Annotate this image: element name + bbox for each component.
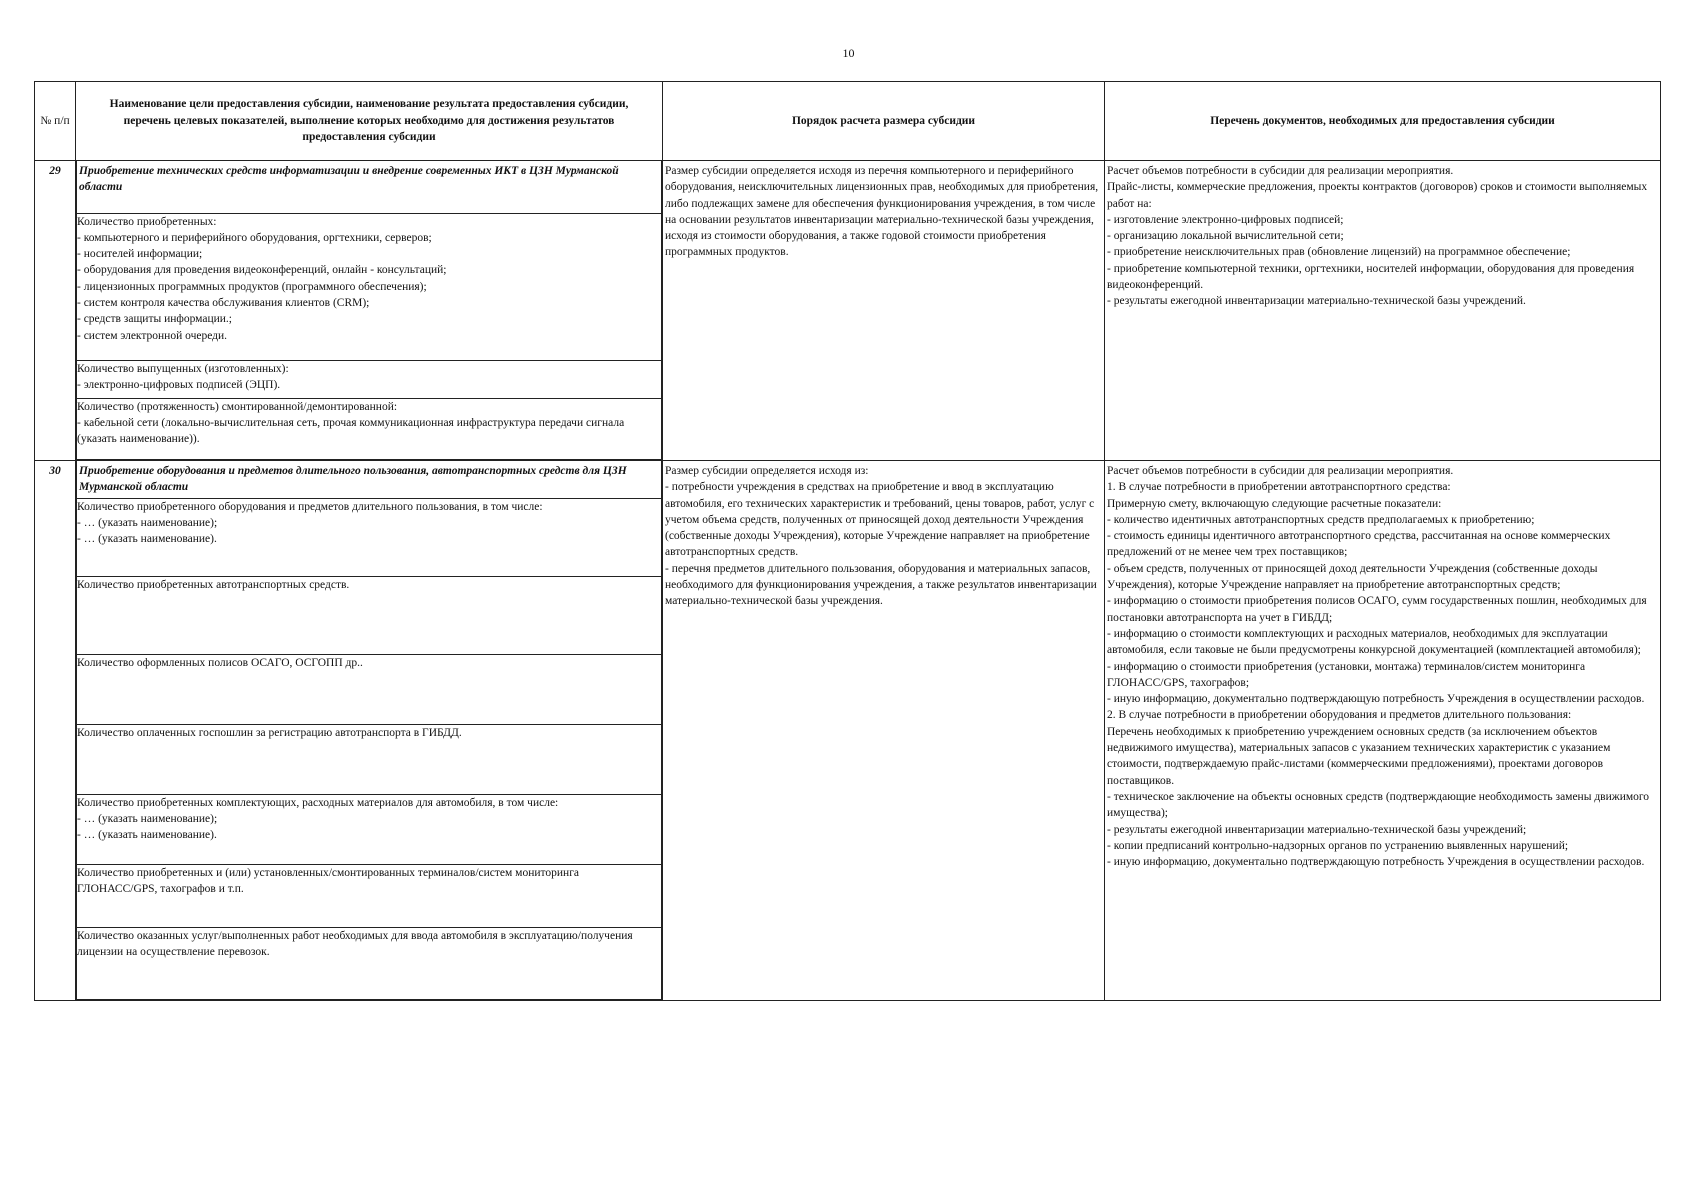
header-name: Наименование цели предоставления субсидии, наименование результата предоставления субсидии, перечень целевых показателей, выполнение которых необходимо для достижения результатов предоставления субсидии xyxy=(76,82,663,161)
indicator-line: - … (указать наименование); xyxy=(77,812,218,825)
indicator-line: - систем контроля качества обслуживания клиентов (CRM); xyxy=(77,296,370,309)
table-row xyxy=(35,161,1661,461)
indicator-line: Количество оказанных услуг/выполненных работ необходимых для ввода автомобиля в эксплуатацию/получения лицензии на осуществление перевозок. xyxy=(77,929,633,958)
docs-line: - организацию локальной вычислительной сети; xyxy=(1107,230,1344,243)
docs-line: - иную информацию, документально подтверждающую потребность Учреждения в осуществлении расходов. xyxy=(1107,856,1645,869)
indicator-line: - лицензионных программных продуктов (программного обеспечения); xyxy=(77,280,427,293)
indicator-line: Количество выпущенных (изготовленных): xyxy=(77,362,289,375)
indicator-line: - компьютерного и периферийного оборудования, оргтехники, серверов; xyxy=(77,231,432,244)
subsidy-table xyxy=(34,81,1661,1001)
docs-line: Примерную смету, включающую следующие расчетные показатели: xyxy=(1107,497,1442,510)
docs-line: - копии предписаний контрольно-надзорных органов по устранению выявленных нарушений; xyxy=(1107,839,1569,852)
indicator-line: Количество приобретенных и (или) установленных/смонтированных терминалов/систем мониторинга ГЛОНАСС/GPS, тахографов и т.п. xyxy=(77,866,580,895)
docs-line: Расчет объемов потребности в субсидии для реализации мероприятия. xyxy=(1107,165,1454,177)
indicator-line: - электронно-цифровых подписей (ЭЦП). xyxy=(77,378,281,391)
indicator-line: Количество приобретенных: xyxy=(77,215,217,228)
calc-text: - потребности учреждения в средствах на приобретение и ввод в эксплуатацию автомобиля, его технических характеристик и требований, цены товаров, работ, услуг с учетом объема средств, полученных от приносящей доход деятельности Учреждения (собственные доходы Учреждения), которые Учреждение направляет на приобретение автотранспортных средств. xyxy=(665,481,1095,559)
row-number: 29 xyxy=(35,161,76,461)
docs-line: Перечень необходимых к приобретению учреждением основных средств (за исключением объектов недвижимого имущества), материальных запасов с указанием технических характеристик с указанием стоимости, подтверждаемую прайс-листами (коммерческими предложениями), проектами договоров поставщиков. xyxy=(1107,725,1611,787)
indicator-line: - систем электронной очереди. xyxy=(77,329,228,342)
calc-cell xyxy=(663,161,1105,461)
table-row xyxy=(35,461,1661,1001)
calc-text: Размер субсидии определяется исходя из: xyxy=(665,465,869,477)
indicator-line: - носителей информации; xyxy=(77,248,203,261)
row-title: Приобретение технических средств информатизации и внедрение современных ИКТ в ЦЗН Мурманской области xyxy=(79,165,619,194)
docs-line: - результаты ежегодной инвентаризации материально-технической базы учреждений; xyxy=(1107,823,1527,836)
header-calc: Порядок расчета размера субсидии xyxy=(663,82,1105,161)
docs-line: - приобретение компьютерной техники, оргтехники, носителей информации, оборудования для проведения видеоконференций. xyxy=(1107,262,1635,292)
row-name-cell xyxy=(76,161,663,461)
header-docs: Перечень документов, необходимых для предоставления субсидии xyxy=(1105,82,1661,161)
page-number: 10 xyxy=(842,46,855,60)
docs-line: - изготовление электронно-цифровых подписей; xyxy=(1107,213,1344,226)
indicator-line: - кабельной сети (локально-вычислительная сеть, прочая коммуникационная инфраструктура передачи сигнала (указать наименование)). xyxy=(77,416,625,446)
row-name-cell xyxy=(76,461,663,1001)
docs-line: - приобретение неисключительных прав (обновление лицензий) на программное обеспечение; xyxy=(1107,246,1571,259)
header-row xyxy=(35,82,1661,161)
docs-line: - иную информацию, документально подтверждающую потребность Учреждения в осуществлении расходов. xyxy=(1107,693,1645,706)
docs-cell xyxy=(1105,461,1661,1001)
docs-line: - объем средств, полученных от приносящей доход деятельности Учреждения (собственные доходы Учреждения), которые Учреждение направляет на приобретение автотранспортных средств; xyxy=(1107,562,1598,592)
header-num: № п/п xyxy=(35,82,76,161)
docs-line: - результаты ежегодной инвентаризации материально-технической базы учреждений. xyxy=(1107,295,1526,308)
indicator-line: - … (указать наименование). xyxy=(77,829,217,842)
docs-line: - количество идентичных автотранспортных средств предполагаемых к приобретению; xyxy=(1107,513,1535,526)
docs-cell xyxy=(1105,161,1661,461)
indicator-line: - оборудования для проведения видеоконференций, онлайн - консультаций; xyxy=(77,264,447,277)
row-title: Приобретение оборудования и предметов длительного пользования, автотранспортных средств для ЦЗН Мурманской области xyxy=(79,465,627,494)
docs-line: - информацию о стоимости комплектующих и расходных материалов, необходимых для эксплуатации автомобиля, если таковые не были предусмотрены конкурсной документацией (комплектацией автомобиля); xyxy=(1107,627,1641,657)
docs-line: - информацию о стоимости приобретения (установки, монтажа) терминалов/систем мониторинга ГЛОНАСС/GPS, тахографов; xyxy=(1107,660,1586,689)
indicator-line: - … (указать наименование). xyxy=(77,533,217,546)
indicator-line: Количество приобретенных комплектующих, расходных материалов для автомобиля, в том числе: xyxy=(77,796,559,809)
calc-cell xyxy=(663,461,1105,1001)
indicator-line: Количество оплаченных госпошлин за регистрацию автотранспорта в ГИБДД. xyxy=(77,726,462,739)
docs-line: Прайс-листы, коммерческие предложения, проекты контрактов (договоров) сроков и стоимости выполняемых работ на: xyxy=(1107,181,1648,210)
docs-line: Расчет объемов потребности в субсидии для реализации мероприятия. xyxy=(1107,465,1454,477)
row-number: 30 xyxy=(35,461,76,1001)
docs-line: - информацию о стоимости приобретения полисов ОСАГО, сумм государственных пошлин, необходимых для постановки автотранспорта на учет в ГИБДД; xyxy=(1107,595,1647,624)
indicator-line: Количество приобретенного оборудования и предметов длительного пользования, в том числе: xyxy=(77,500,543,513)
indicator-line: Количество приобретенных автотранспортных средств. xyxy=(77,578,350,591)
docs-line: 2. В случае потребности в приобретении оборудования и предметов длительного пользования: xyxy=(1107,709,1572,722)
docs-line: - стоимость единицы идентичного автотранспортного средства, рассчитанная на основе коммерческих предложений от не менее чем трех поставщиков; xyxy=(1107,530,1611,559)
calc-text: - перечня предметов длительного пользования, оборудования и материальных запасов, необходимого для функционирования учреждения, а также результатов инвентаризации материально-технической базы учреждения. xyxy=(665,562,1097,608)
docs-line: - техническое заключение на объекты основных средств (подтверждающие необходимость замены движимого имущества); xyxy=(1107,790,1650,820)
indicator-line: - … (указать наименование); xyxy=(77,516,218,529)
indicator-line: Количество оформленных полисов ОСАГО, ОСГОПП др.. xyxy=(77,656,363,669)
calc-text: Размер субсидии определяется исходя из перечня компьютерного и периферийного оборудования, неисключительных лицензионных прав, необходимых для приобретения, либо подлежащих замене для обеспечения функционирования учреждения, в том числе на основании результатов инвентаризации материально-технической базы учреждения, исходя из стоимости оборудования, а также годовой стоимости приобретения программных продуктов. xyxy=(665,165,1099,259)
indicator-line: - средств защиты информации.; xyxy=(77,313,233,326)
docs-line: 1. В случае потребности в приобретении автотранспортного средства: xyxy=(1107,481,1451,494)
indicator-line: Количество (протяженность) смонтированной/демонтированной: xyxy=(77,400,398,413)
